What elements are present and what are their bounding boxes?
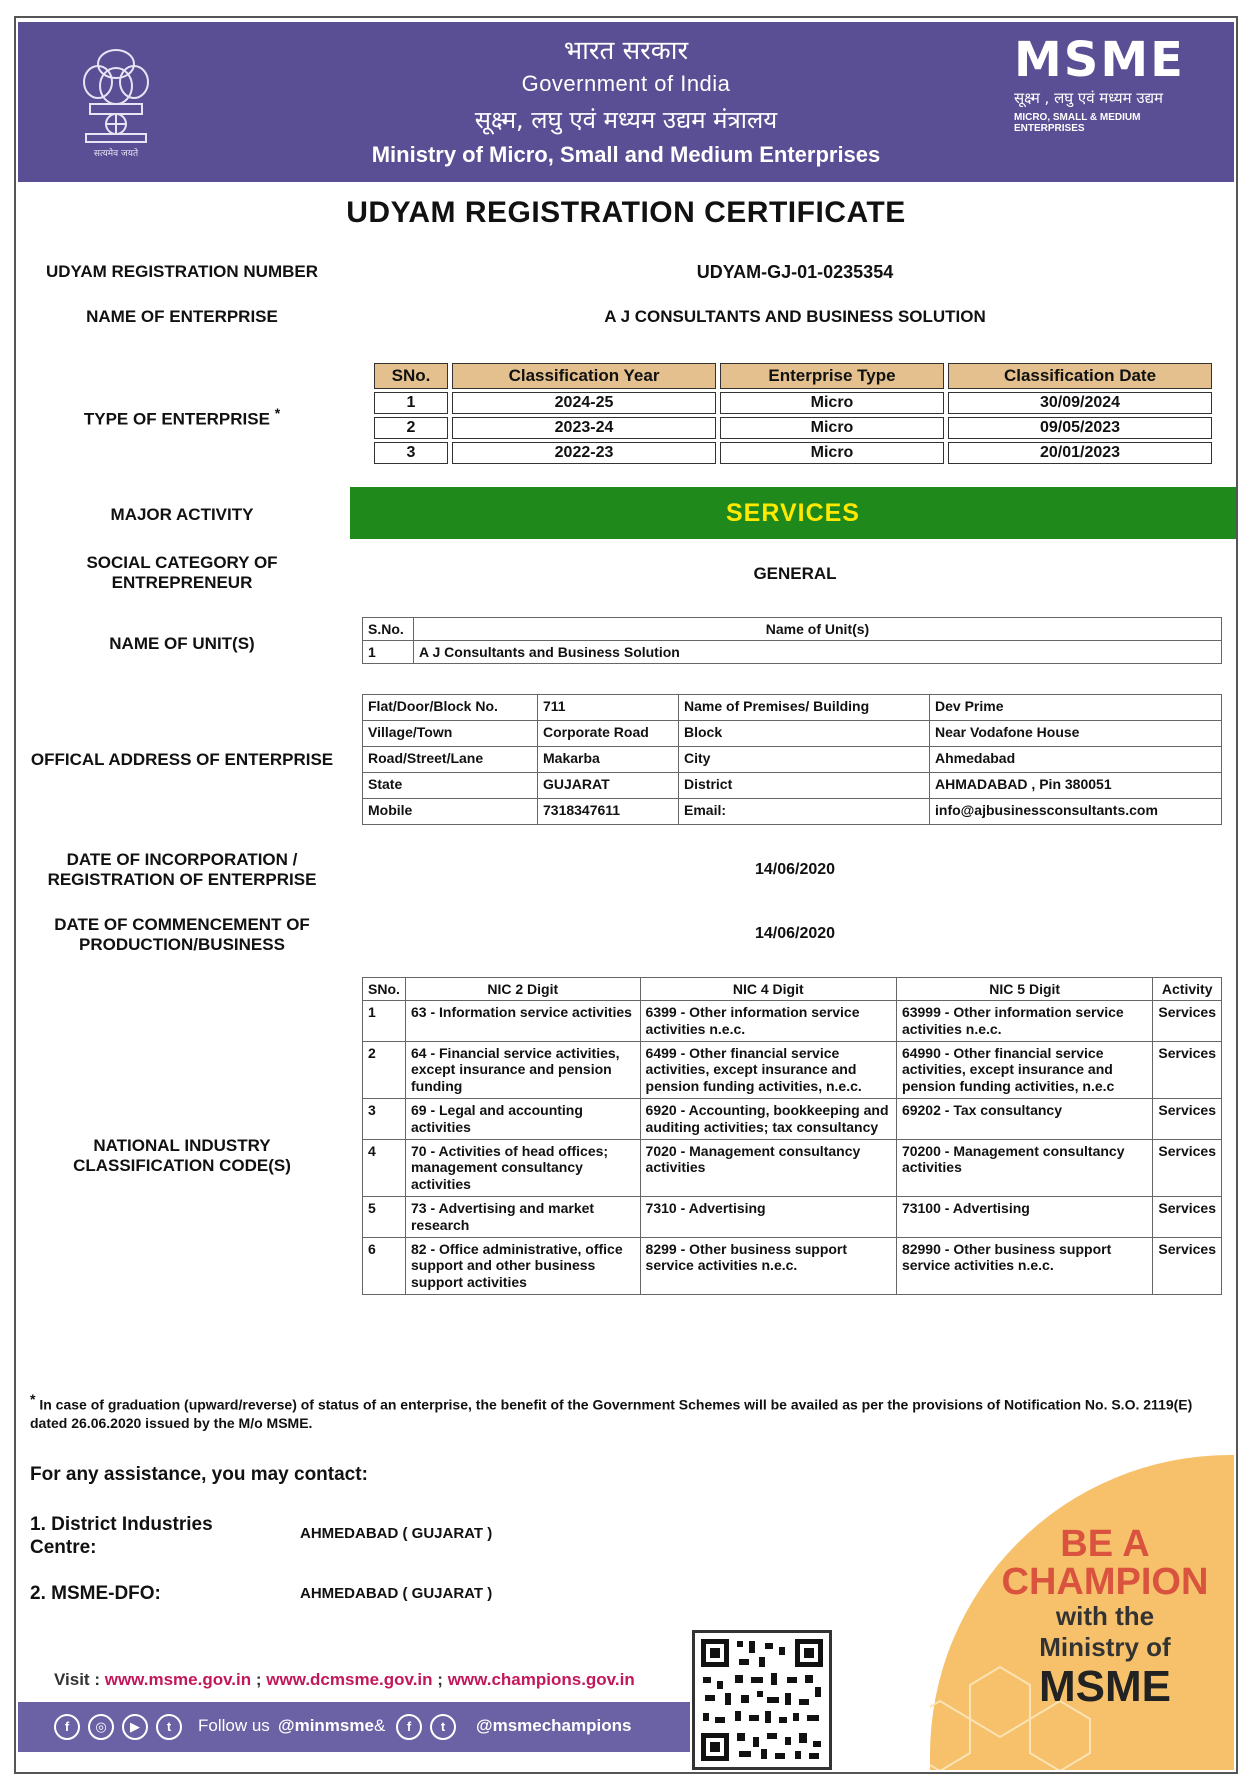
enterprise-name-label: NAME OF ENTERPRISE: [86, 307, 278, 326]
table-cell: 64990 - Other financial service activities, except insurance and pension funding activities, n.e.c: [896, 1041, 1152, 1098]
commencement-date-label-line1: DATE OF COMMENCEMENT OF: [54, 915, 310, 934]
champions-link[interactable]: www.champions.gov.in: [447, 1670, 635, 1689]
address-label: OFFICAL ADDRESS OF ENTERPRISE: [30, 750, 334, 769]
table-row: [363, 1196, 1222, 1237]
table-cell: 6499 - Other financial service activities, except insurance and pension funding activities, n.e.c.: [640, 1041, 896, 1098]
header-banner: [18, 22, 1234, 182]
header-ministry: Ministry of Micro, Small and Medium Enterprises: [371, 142, 881, 168]
table-cell: Services: [1153, 1098, 1222, 1139]
table-cell: 4: [363, 1139, 406, 1196]
enterprise-type-label-text: TYPE OF ENTERPRISE: [83, 409, 270, 429]
table-cell: 7318347611: [538, 799, 679, 825]
handle-msmechampions[interactable]: @msmechampions: [476, 1716, 632, 1735]
table-row: [363, 1098, 1222, 1139]
table-cell: 1: [363, 1001, 406, 1042]
certificate-title: UDYAM REGISTRATION CERTIFICATE: [346, 196, 906, 229]
table-cell: 63 - Information service activities: [405, 1001, 640, 1042]
national-emblem-icon: [76, 42, 156, 160]
msme-logo-hindi: सूक्ष्म , लघु एवं मध्यम उद्यम: [1014, 89, 1163, 107]
reg-number-label: UDYAM REGISTRATION NUMBER: [45, 262, 318, 281]
champion-line3: with the: [1055, 1601, 1155, 1631]
table-cell: Mobile: [363, 799, 538, 825]
nic-header-sno: SNo.: [363, 978, 406, 1001]
link-separator: ;: [437, 1670, 443, 1689]
table-cell: 3: [363, 1098, 406, 1139]
table-cell: Dev Prime: [930, 695, 1222, 721]
table-cell: 2022-23: [452, 442, 716, 464]
email-link[interactable]: info@ajbusinessconsultants.com: [930, 799, 1222, 825]
emblem-motto: सत्यमेव जयते: [93, 149, 139, 159]
incorporation-date-label-line2: REGISTRATION OF ENTERPRISE: [47, 870, 317, 890]
commencement-date-value: 14/06/2020: [754, 925, 836, 942]
nic-header-2digit: NIC 2 Digit: [405, 978, 640, 1001]
table-cell: Micro: [720, 392, 944, 414]
social-category-label-line1: SOCIAL CATEGORY OF: [86, 553, 278, 572]
dfo-value: AHMEDABAD ( GUJARAT ): [300, 1585, 493, 1602]
msme-logo-word: MSME: [1014, 32, 1185, 88]
table-cell: 73 - Advertising and market research: [405, 1196, 640, 1237]
table-cell: 1: [363, 641, 414, 664]
social-category-label: [22, 553, 342, 594]
table-cell: 30/09/2024: [948, 392, 1212, 414]
table-cell: GUJARAT: [538, 773, 679, 799]
table-cell: 69202 - Tax consultancy: [896, 1098, 1152, 1139]
dfo-label: 2. MSME-DFO:: [30, 1583, 161, 1604]
visit-label: Visit :: [54, 1670, 100, 1689]
table-row: [363, 773, 1222, 799]
table-cell: Services: [1153, 1001, 1222, 1042]
table-cell: 7020 - Management consultancy activities: [640, 1139, 896, 1196]
table-row: [363, 1139, 1222, 1196]
table-cell: Makarba: [538, 747, 679, 773]
table-cell: Ahmedabad: [930, 747, 1222, 773]
follow-bar: [18, 1702, 690, 1752]
table-cell: Services: [1153, 1041, 1222, 1098]
units-table: [362, 617, 1222, 664]
table-cell: Village/Town: [363, 721, 538, 747]
ampersand: &: [374, 1716, 386, 1735]
header-hindi-government: भारत सरकार: [563, 36, 689, 66]
table-cell: Services: [1153, 1237, 1222, 1294]
table-cell: Road/Street/Lane: [363, 747, 538, 773]
table-cell: 6399 - Other information service activities n.e.c.: [640, 1001, 896, 1042]
table-cell: Email:: [679, 799, 930, 825]
table-row: [363, 641, 1222, 664]
table-cell: District: [679, 773, 930, 799]
table-cell: 6: [363, 1237, 406, 1294]
commencement-date-label: [22, 915, 342, 956]
facebook-icon[interactable]: f: [396, 1714, 422, 1740]
header-hindi-ministry: सूक्ष्म, लघु एवं मध्यम उद्यम मंत्रालय: [474, 105, 778, 134]
visit-links: [54, 1670, 635, 1690]
table-cell: 64 - Financial service activities, except insurance and pension funding: [405, 1041, 640, 1098]
table-cell: Name of Premises/ Building: [679, 695, 930, 721]
table-cell: 82 - Office administrative, office support and other business support activities: [405, 1237, 640, 1294]
twitter-icon[interactable]: t: [156, 1714, 182, 1740]
enterprise-name-value: A J CONSULTANTS AND BUSINESS SOLUTION: [604, 307, 986, 326]
msme-link[interactable]: www.msme.gov.in: [104, 1670, 252, 1689]
champion-line2: CHAMPION: [1001, 1561, 1209, 1603]
champion-line1: BE A: [1060, 1523, 1150, 1565]
table-cell: 2: [363, 1041, 406, 1098]
table-cell: 1: [374, 392, 448, 414]
header-government-of-india: Government of India: [521, 71, 731, 97]
table-cell: 09/05/2023: [948, 417, 1212, 439]
address-table: [362, 694, 1222, 825]
nic-header-row: [363, 978, 1222, 1001]
social-category-label-line2: ENTREPRENEUR: [111, 573, 253, 593]
table-cell: 7310 - Advertising: [640, 1196, 896, 1237]
table-cell: Near Vodafone House: [930, 721, 1222, 747]
table-cell: 3: [374, 442, 448, 464]
nic-label: [22, 1136, 342, 1177]
commencement-date-label-line2: PRODUCTION/BUSINESS: [79, 935, 285, 955]
table-cell: 63999 - Other information service activities n.e.c.: [896, 1001, 1152, 1042]
classification-header-year: Classification Year: [452, 363, 716, 389]
nic-label-line1: NATIONAL INDUSTRY: [93, 1136, 271, 1155]
table-row: [374, 417, 1212, 439]
champion-line4: Ministry of: [1039, 1632, 1171, 1663]
classification-header-date: Classification Date: [948, 363, 1212, 389]
table-cell: 711: [538, 695, 679, 721]
footnote: [30, 1390, 1225, 1432]
table-cell: Corporate Road: [538, 721, 679, 747]
table-cell: 5: [363, 1196, 406, 1237]
table-cell: A J Consultants and Business Solution: [414, 641, 1222, 664]
table-row: [374, 392, 1212, 414]
major-activity-label: MAJOR ACTIVITY: [110, 505, 254, 524]
table-row: [363, 799, 1222, 825]
msme-logo: [1014, 32, 1204, 134]
footnote-text: In case of graduation (upward/reverse) of status of an enterprise, the benefit of the Government Schemes will be availed as per the provisions of Notification No. S.O. 2119(E) dated 26.06.2020 issued by the M/o MSME.: [30, 1396, 1193, 1431]
table-cell: 73100 - Advertising: [896, 1196, 1152, 1237]
classification-header-row: [374, 363, 1212, 389]
table-cell: 82990 - Other business support service activities n.e.c.: [896, 1237, 1152, 1294]
table-row: [374, 442, 1212, 464]
units-label: NAME OF UNIT(S): [109, 634, 255, 653]
table-cell: 70 - Activities of head offices; management consultancy activities: [405, 1139, 640, 1196]
units-header-row: [363, 618, 1222, 641]
units-header-sno: S.No.: [363, 618, 414, 641]
table-cell: 70200 - Management consultancy activities: [896, 1139, 1152, 1196]
instagram-icon[interactable]: ◎: [88, 1714, 114, 1740]
follow-us-text: Follow us: [198, 1716, 270, 1735]
link-separator: ;: [255, 1670, 262, 1689]
qr-code: [692, 1630, 832, 1770]
nic-header-5digit: NIC 5 Digit: [896, 978, 1152, 1001]
table-row: [363, 1001, 1222, 1042]
table-cell: 2024-25: [452, 392, 716, 414]
table-cell: Micro: [720, 417, 944, 439]
table-cell: 2: [374, 417, 448, 439]
twitter-icon[interactable]: t: [430, 1714, 456, 1740]
table-cell: Services: [1153, 1196, 1222, 1237]
champion-text: [970, 1525, 1240, 1712]
incorporation-date-label: [22, 850, 342, 891]
incorporation-date-value: 14/06/2020: [754, 861, 836, 878]
table-row: [363, 747, 1222, 773]
table-row: [363, 1041, 1222, 1098]
table-cell: Block: [679, 721, 930, 747]
classification-table: [370, 360, 1216, 467]
handle-minmsme[interactable]: @minmsme: [278, 1716, 374, 1735]
nic-table: [362, 977, 1222, 1295]
facebook-icon[interactable]: f: [54, 1714, 80, 1740]
table-cell: 69 - Legal and accounting activities: [405, 1098, 640, 1139]
table-cell: 6920 - Accounting, bookkeeping and auditing activities; tax consultancy: [640, 1098, 896, 1139]
table-cell: Micro: [720, 442, 944, 464]
table-cell: 20/01/2023: [948, 442, 1212, 464]
table-cell: Services: [1153, 1139, 1222, 1196]
enterprise-type-footnote-mark: *: [274, 405, 281, 421]
dcmsme-link[interactable]: www.dcmsme.gov.in: [266, 1670, 433, 1689]
table-row: [363, 695, 1222, 721]
enterprise-type-label: [22, 405, 342, 430]
classification-header-sno: SNo.: [374, 363, 448, 389]
table-row: [363, 721, 1222, 747]
incorporation-date-label-line1: DATE OF INCORPORATION /: [66, 850, 298, 869]
table-cell: City: [679, 747, 930, 773]
table-row: [363, 1237, 1222, 1294]
assistance-heading: For any assistance, you may contact:: [30, 1464, 368, 1485]
dic-value: AHMEDABAD ( GUJARAT ): [300, 1525, 493, 1542]
table-cell: 2023-24: [452, 417, 716, 439]
nic-header-activity: Activity: [1153, 978, 1222, 1001]
footnote-mark: *: [30, 1391, 36, 1407]
youtube-icon[interactable]: ▶: [122, 1714, 148, 1740]
social-category-value: GENERAL: [753, 564, 837, 583]
table-cell: 8299 - Other business support service activities n.e.c.: [640, 1237, 896, 1294]
reg-number-value: UDYAM-GJ-01-0235354: [696, 262, 894, 282]
dic-label: 1. District Industries Centre:: [30, 1514, 213, 1558]
units-header-name: Name of Unit(s): [414, 618, 1222, 641]
champion-line5: MSME: [1039, 1662, 1171, 1712]
msme-logo-subtitle: MICRO, SMALL & MEDIUM ENTERPRISES: [1014, 112, 1141, 134]
table-cell: Flat/Door/Block No.: [363, 695, 538, 721]
nic-label-line2: CLASSIFICATION CODE(S): [73, 1156, 291, 1176]
table-cell: AHMADABAD , Pin 380051: [930, 773, 1222, 799]
nic-header-4digit: NIC 4 Digit: [640, 978, 896, 1001]
major-activity-value: SERVICES: [350, 487, 1236, 539]
classification-header-type: Enterprise Type: [720, 363, 944, 389]
table-cell: State: [363, 773, 538, 799]
